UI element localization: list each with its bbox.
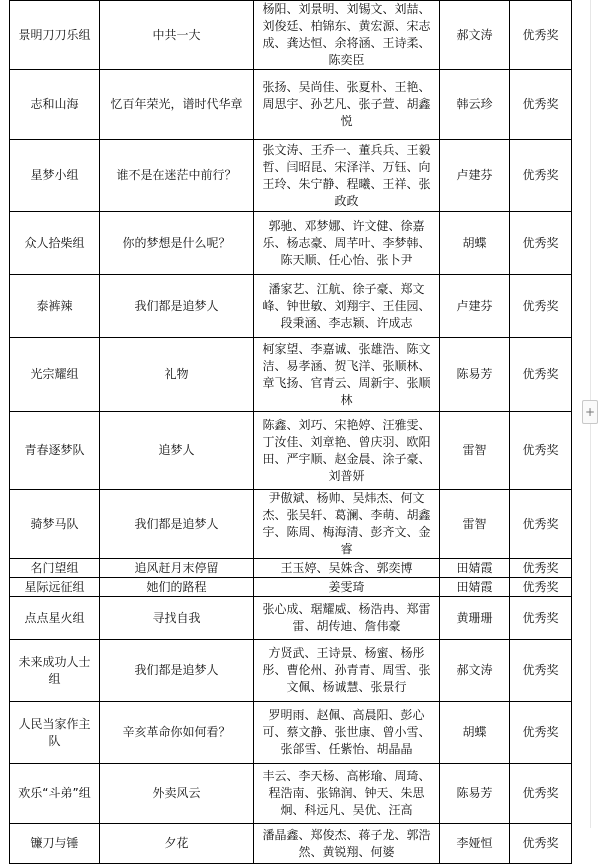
group-cell: 星际远征组 [10,578,100,597]
award-cell: 优秀奖 [510,212,572,275]
members-cell: 陈鑫、刘巧、宋艳婷、汪雅雯、丁汝佳、刘章艳、曾庆羽、欧阳田、严宇顺、赵金晨、涂子豪、刘普妍 [254,412,440,490]
award-cell: 优秀奖 [510,275,572,338]
members-cell: 罗明雨、赵佩、高晨阳、彭心可、蔡文静、张世康、曾小雪、张郃雪、任紫怡、胡晶晶 [254,702,440,764]
members-cell: 柯家望、李嘉诚、张雄浩、陈文洁、易孝涵、贺飞洋、张顺林、章飞扬、官青云、周新宇、张顺林 [254,338,440,412]
group-cell: 名门望组 [10,559,100,578]
award-table-container [9,0,571,864]
group-cell: 点点星火组 [10,597,100,640]
table-row [10,140,572,212]
topic-cell: 夕花 [100,824,254,864]
award-cell: 优秀奖 [510,338,572,412]
teacher-cell: 田婧霞 [440,559,510,578]
table-row [10,338,572,412]
award-cell: 优秀奖 [510,578,572,597]
table-row [10,824,572,864]
members-cell: 杨阳、刘景明、刘锡文、刘喆、刘俊廷、柏锦东、黄宏源、宋志成、龚达恒、余将涵、王诗柔、陈奕臣 [254,1,440,70]
award-cell: 优秀奖 [510,1,572,70]
group-cell: 景明刀刀乐组 [10,1,100,70]
topic-cell: 礼物 [100,338,254,412]
group-cell: 光宗耀组 [10,338,100,412]
members-cell: 潘晶鑫、郑俊杰、蒋子龙、郭浩然、黄锐翔、何婆 [254,824,440,864]
table-row [10,559,572,578]
topic-cell: 谁不是在迷茫中前行？ [100,140,254,212]
members-cell: 潘家艺、江航、徐子豪、郑文峰、钟世敏、刘翔宇、王佳园、段秉涵、李志颖、许成志 [254,275,440,338]
table-row [10,764,572,824]
members-cell: 姜雯琦 [254,578,440,597]
group-cell: 众人拾柴组 [10,212,100,275]
members-cell: 尹傲斌、杨帅、吴炜杰、何文杰、张吴轩、葛澜、李萌、胡鑫宇、陈周、梅海清、彭齐文、金睿 [254,490,440,559]
table-row [10,412,572,490]
award-cell: 优秀奖 [510,70,572,140]
topic-cell: 辛亥革命你如何看？ [100,702,254,764]
table-row [10,702,572,764]
group-cell: 青春逐梦队 [10,412,100,490]
topic-cell: 中共一大 [100,1,254,70]
table-row [10,490,572,559]
award-table-body [10,1,572,864]
table-row [10,212,572,275]
award-cell: 优秀奖 [510,412,572,490]
topic-cell: 追梦人 [100,412,254,490]
members-cell: 张心成、琚耀威、杨浩冉、郑雷雷、胡传迪、詹伟豪 [254,597,440,640]
award-table [9,0,572,864]
teacher-cell: 郝文涛 [440,640,510,702]
topic-cell: 外卖风云 [100,764,254,824]
expand-handle[interactable] [582,400,598,424]
group-cell: 镰刀与锤 [10,824,100,864]
group-cell: 人民当家作主队 [10,702,100,764]
plus-icon: + [584,405,596,419]
award-cell: 优秀奖 [510,640,572,702]
group-cell: 欢乐“斗弟”组 [10,764,100,824]
table-row [10,640,572,702]
table-row [10,578,572,597]
teacher-cell: 韩云珍 [440,70,510,140]
topic-cell: 我们都是追梦人 [100,640,254,702]
award-cell: 优秀奖 [510,764,572,824]
award-cell: 优秀奖 [510,490,572,559]
award-cell: 优秀奖 [510,597,572,640]
teacher-cell: 黄珊珊 [440,597,510,640]
topic-cell: 你的梦想是什么呢？ [100,212,254,275]
award-cell: 优秀奖 [510,140,572,212]
award-cell: 优秀奖 [510,824,572,864]
members-cell: 张文涛、王乔一、董兵兵、王毅哲、闫昭昆、宋泽洋、万钰、向王玲、朱宁静、程曦、王祥、张政政 [254,140,440,212]
table-row [10,70,572,140]
members-cell: 张扬、吴尚佳、张夏朴、王艳、周思宇、孙艺凡、张子萱、胡鑫悦 [254,70,440,140]
teacher-cell: 李娅恒 [440,824,510,864]
table-row [10,1,572,70]
group-cell: 未来成功人士组 [10,640,100,702]
topic-cell: 我们都是追梦人 [100,275,254,338]
topic-cell: 寻找自我 [100,597,254,640]
teacher-cell: 卢建芬 [440,140,510,212]
members-cell: 郭驰、邓梦娜、许文健、徐嘉乐、杨志豪、周芊叶、李梦韩、陈天顺、任心怡、张卜尹 [254,212,440,275]
teacher-cell: 卢建芬 [440,275,510,338]
group-cell: 志和山海 [10,70,100,140]
teacher-cell: 胡蝶 [440,702,510,764]
members-cell: 方贤武、王诗景、杨蜜、杨彤彤、曹伦州、孙青青、周雪、张文佩、杨诚慧、张景行 [254,640,440,702]
table-row [10,597,572,640]
teacher-cell: 郝文涛 [440,1,510,70]
award-cell: 优秀奖 [510,702,572,764]
award-cell: 优秀奖 [510,559,572,578]
teacher-cell: 田婧霞 [440,578,510,597]
teacher-cell: 雷智 [440,490,510,559]
group-cell: 泰裤辣 [10,275,100,338]
members-cell: 丰云、李天杨、高彬瑜、周琦、程浩南、张锦润、钟天、朱思炯、科远凡、吴优、汪高 [254,764,440,824]
teacher-cell: 胡蝶 [440,212,510,275]
group-cell: 骑梦马队 [10,490,100,559]
group-cell: 星梦小组 [10,140,100,212]
topic-cell: 我们都是追梦人 [100,490,254,559]
table-row [10,275,572,338]
members-cell: 王玉婷、吴姝含、郭奕博 [254,559,440,578]
teacher-cell: 陈易芳 [440,764,510,824]
topic-cell: 她们的路程 [100,578,254,597]
teacher-cell: 雷智 [440,412,510,490]
teacher-cell: 陈易芳 [440,338,510,412]
topic-cell: 追风赶月末停留 [100,559,254,578]
topic-cell: 忆百年荣光，谱时代华章 [100,70,254,140]
